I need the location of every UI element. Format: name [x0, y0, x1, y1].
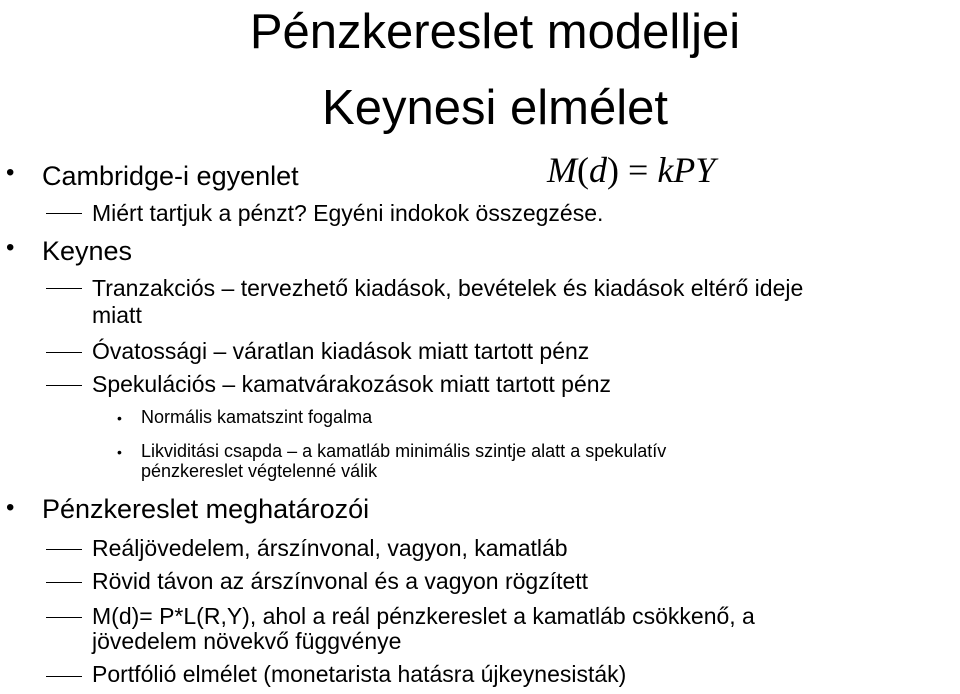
cambridge-equation: [547, 149, 715, 191]
formula-lparen: (: [577, 150, 589, 190]
dash-bullet-icon: [46, 385, 82, 386]
sub-bullet-item: Portfólió elmélet (monetarista hatásra újkeynesisták): [92, 661, 627, 687]
bullet-item: Cambridge-i egyenlet: [42, 161, 299, 191]
sub-sub-bullet-item: Normális kamatszint fogalma: [141, 407, 373, 427]
sub-bullet-item: Reáljövedelem, árszínvonal, vagyon, kamatláb: [92, 535, 568, 561]
sub-sub-bullet-item-continuation: pénzkereslet végtelenné válik: [141, 461, 378, 481]
sub-bullet-item: Miért tartjuk a pénzt? Egyéni indokok összegzése.: [92, 200, 604, 226]
slide-title-line1: Pénzkereslet modelljei: [249, 5, 741, 59]
dash-bullet-icon: [46, 352, 82, 353]
sub-bullet-item: Tranzakciós – tervezhető kiadások, bevételek és kiadások eltérő ideje: [92, 275, 804, 301]
bullet-item: Keynes: [42, 236, 133, 266]
small-bullet-dot-icon: •: [117, 410, 122, 426]
sub-bullet-item: M(d)= P*L(R,Y), ahol a reál pénzkereslet a kamatláb csökkenő, a: [92, 603, 755, 629]
formula-rhs: kPY: [657, 150, 716, 190]
formula-m: M: [547, 150, 577, 190]
dash-bullet-icon: [46, 288, 82, 289]
dash-bullet-icon: [46, 582, 82, 583]
bullet-dot-icon: •: [6, 234, 15, 261]
small-bullet-dot-icon: •: [117, 444, 122, 460]
sub-bullet-item: Óvatossági – váratlan kiadások miatt tartott pénz: [92, 338, 590, 364]
dash-bullet-icon: [46, 617, 82, 618]
sub-bullet-item-continuation: miatt: [92, 302, 142, 328]
formula-equals: =: [628, 150, 649, 190]
dash-bullet-icon: [46, 676, 82, 677]
dash-bullet-icon: [46, 549, 82, 550]
sub-bullet-item: Rövid távon az árszínvonal és a vagyon rögzített: [92, 568, 589, 594]
sub-bullet-item: Spekulációs – kamatvárakozások miatt tartott pénz: [92, 371, 612, 397]
bullet-item: Pénzkereslet meghatározói: [42, 494, 370, 524]
formula-d: d: [589, 150, 607, 190]
sub-bullet-item-continuation: jövedelem növekvő függvénye: [92, 628, 402, 654]
formula-rparen: ): [607, 150, 619, 190]
bullet-dot-icon: •: [6, 159, 15, 186]
bullet-dot-icon: •: [6, 494, 15, 521]
sub-sub-bullet-item: Likviditási csapda – a kamatláb minimális szintje alatt a spekulatív: [141, 441, 667, 461]
dash-bullet-icon: [46, 213, 82, 214]
slide-title-line2: Keynesi elmélet: [322, 81, 668, 135]
